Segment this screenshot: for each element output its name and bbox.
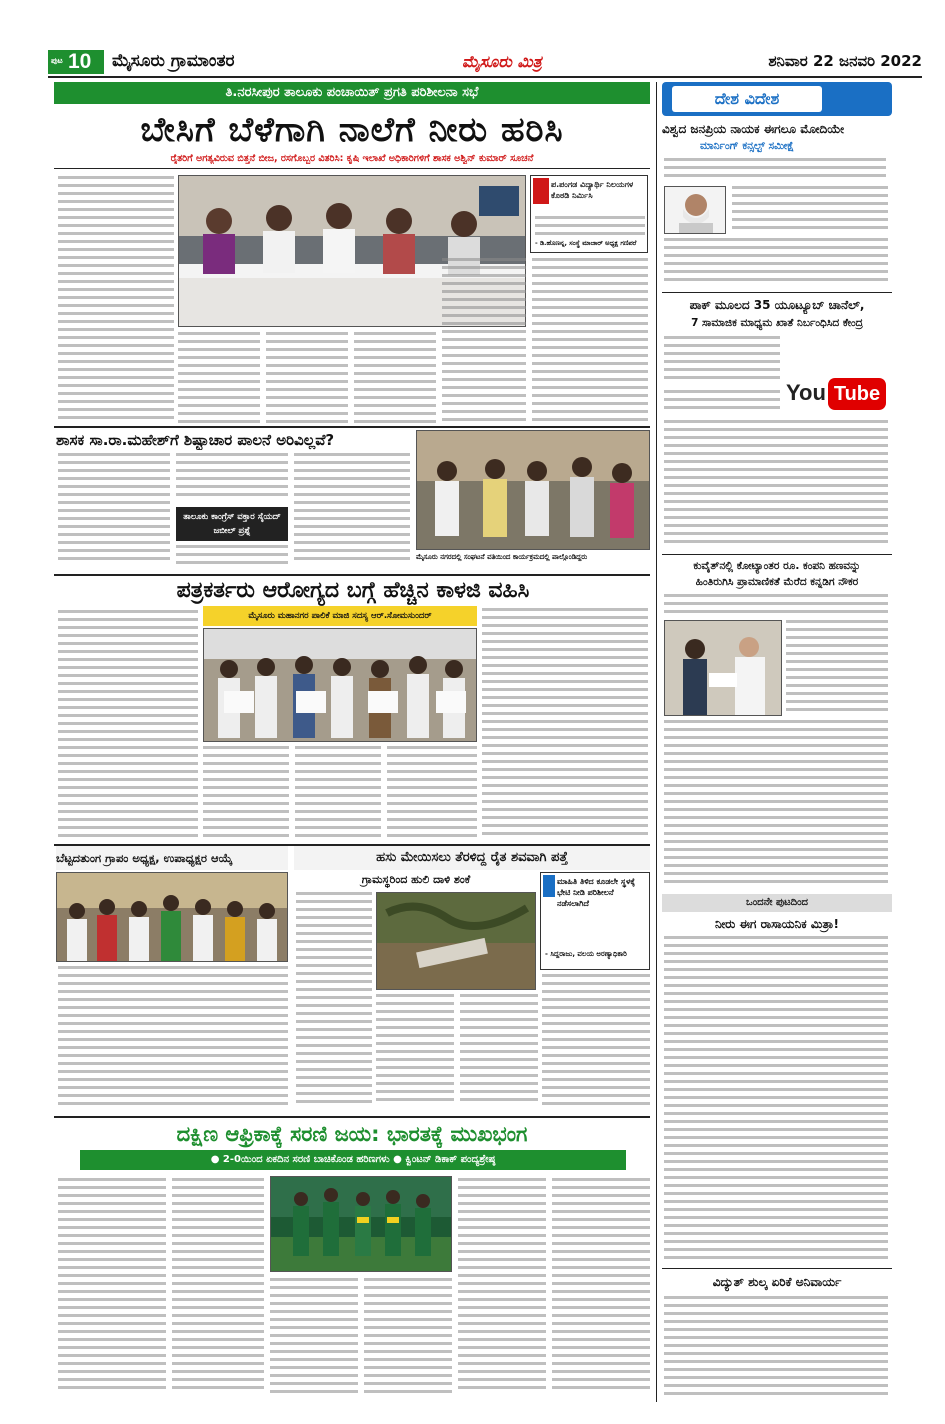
right-story5-headline: ವಿದ್ಯುತ್ ಶುಲ್ಕ ಏರಿಕೆ ಅನಿವಾರ್ಯ [712, 1275, 842, 1289]
story5-box-number [543, 875, 555, 897]
sports-body-col2 [172, 1178, 264, 1398]
story2-caption: ಮೈಸೂರು ನಗರದಲ್ಲಿ ಸಂಘಟನೆ ವತಿಯಿಂದ ಕಾರ್ಯಕ್ರಮದಲ್ಲಿ ಪಾಲ್ಗೊಂಡಿದ್ದರು [416, 553, 588, 561]
sports-photo [270, 1176, 452, 1272]
divider [54, 168, 650, 169]
story5-body-col4 [542, 974, 650, 1110]
story5-box [540, 872, 650, 970]
right-story2-body3 [664, 420, 888, 550]
divider [662, 1268, 892, 1269]
lead-body-col3 [266, 332, 348, 424]
right-story3-body3 [664, 720, 888, 890]
right-story1-body [664, 158, 886, 184]
story5-photo [376, 892, 536, 990]
right-story1-body2 [732, 186, 888, 236]
lead-callout-box [530, 175, 648, 253]
lead-body-col5 [442, 258, 526, 424]
lead-headline: ಬೇಸಿಗೆ ಬೆಳೆಗಾಗಿ ನಾಲೆಗೆ ನೀರು ಹರಿಸಿ [140, 110, 564, 150]
story2-body-col1 [58, 453, 170, 567]
sports-body-col4 [364, 1278, 452, 1398]
continued-banner: ಒಂದನೇ ಪುಟದಿಂದ [662, 894, 892, 912]
sports-headline: ದಕ್ಷಿಣ ಆಫ್ರಿಕಾಕ್ಕೆ ಸರಣಿ ಜಯ: ಭಾರತಕ್ಕೆ ಮುಖಭಂಗ [176, 1122, 528, 1146]
right-story2-headline2: 7 ಸಾಮಾಜಿಕ ಮಾಧ್ಯಮ ಖಾತೆ ನಿರ್ಬಂಧಿಸಿದ ಕೇಂದ್ರ [691, 317, 863, 329]
story5-body-col1 [296, 892, 372, 1110]
right-story3-body [664, 594, 888, 618]
story5-kicker: ಗ್ರಾಮಸ್ಥರಿಂದ ಹುಲಿ ದಾಳಿ ಶಂಕೆ [361, 873, 471, 886]
right-story2-body [664, 336, 780, 386]
story3-body-col4 [387, 746, 477, 842]
section-name: ಮೈಸೂರು ಗ್ರಾಮಾಂತರ [112, 51, 235, 71]
youtube-you: You [786, 380, 826, 405]
sports-body-col5 [458, 1178, 546, 1398]
right-story5-body [664, 1296, 888, 1400]
story3-photo-banner: ಮೈಸೂರು ಮಹಾನಗರ ಪಾಲಿಕೆ ಮಾಜಿ ಸದಸ್ಯ ಆರ್.ಸೋಮಸುಂದರ್ [203, 606, 477, 626]
story2-body-col3 [294, 453, 410, 567]
right-story2-body2 [664, 390, 780, 418]
story2-headline: ಶಾಸಕ ಸಾ.ರಾ.ಮಹೇಶ್‌ಗೆ ಶಿಷ್ಟಾಚಾರ ಪಾಲನೆ ಅರಿವಿಲ್ಲವೆ? [56, 431, 335, 449]
youtube-logo [784, 374, 888, 414]
kuwait-photo [664, 620, 782, 716]
lead-body-col2 [178, 332, 260, 424]
right-story1-body3 [664, 238, 888, 288]
story3-body-col3 [295, 746, 381, 842]
paper-name: ಮೈಸೂರು ಮಿತ್ರ [462, 52, 542, 71]
story3-body-col1 [58, 610, 198, 842]
story2-body-col2 [176, 453, 288, 503]
story4-photo [56, 872, 288, 962]
lead-kicker: ತಿ.ನರಸೀಪುರ ತಾಲೂಕು ಪಂಚಾಯಿತ್ ಪ್ರಗತಿ ಪರಿಶೀಲನಾ ಸಭೆ [54, 82, 650, 104]
youtube-tube: Tube [828, 378, 886, 410]
right-story3-headline2: ಹಿಂತಿರುಗಿಸಿ ಪ್ರಾಮಾಣಿಕತೆ ಮೆರೆದ ಕನ್ನಡಿಗ ನೌಕರ [695, 576, 859, 588]
callout-body [535, 216, 645, 238]
story2-photo [416, 430, 650, 550]
divider [54, 426, 650, 428]
story5-headline: ಹಸು ಮೇಯಿಸಲು ತೆರಳಿದ್ದ ರೈತ ಶವವಾಗಿ ಪತ್ತೆ [294, 846, 650, 870]
divider [662, 292, 892, 293]
story3-body-col5 [482, 608, 648, 842]
callout-text: ಪ.ಪಂಗಡ ವಿದ್ಯಾರ್ಥಿ ನಿಲಯಗಳ ಕೊಠಡಿ ನಿರ್ಮಿಸಿ [551, 180, 634, 200]
right-story1-headline: ವಿಶ್ವದ ಜನಪ್ರಿಯ ನಾಯಕ ಈಗಲೂ ಮೋದಿಯೇ [662, 122, 845, 136]
masthead [48, 48, 922, 78]
story5-body-col2 [376, 994, 454, 1110]
callout-byline: - ಡಿ.ಹೊಣನ್ನ, ಸಂಸ್ಥೆ ಮಾಜಾರ್ ಅಧ್ಯಕ್ಷ ಗಣಿಪರೆ [535, 239, 637, 247]
story5-byline: - ಸಿದ್ದರಾಜು, ವಲಯ ಅರಣ್ಯಾಧಿಕಾರಿ [545, 950, 627, 958]
story3-headline: ಪತ್ರಕರ್ತರು ಆರೋಗ್ಯದ ಬಗ್ಗೆ ಹೆಚ್ಚಿನ ಕಾಳಜಿ ವಹಿಸಿ [176, 578, 530, 603]
modi-photo [664, 186, 726, 234]
right-story4-body [664, 936, 888, 1268]
lead-body-col1 [58, 176, 174, 424]
story3-photo [203, 628, 477, 742]
story2-box: ತಾಲೂಕು ಕಾಂಗ್ರೆಸ್ ವಕ್ತಾರ ಸೈಯದ್ ಜಬೀಲ್ ಪ್ರಶ್ನೆ [176, 507, 288, 541]
page-number: 10 [68, 50, 92, 73]
right-story4-headline: ನೀರು ಈಗ ರಾಸಾಯನಿಕ ಮಿತ್ರಾ! [715, 917, 839, 931]
story5-body-col3 [460, 994, 538, 1110]
divider [662, 554, 892, 555]
page-label: ಪುಟ [51, 56, 63, 65]
sports-body-col3 [270, 1278, 358, 1398]
right-story3-body2 [786, 620, 888, 718]
lead-body-col6 [532, 258, 648, 424]
story4-body [58, 966, 288, 1110]
section-title: ದೇಶ ವಿದೇಶ [672, 86, 822, 112]
story4-headline: ಬೆಟ್ಟದತುಂಗ ಗ್ರಾಪಂ ಅಧ್ಯಕ್ಷ, ಉಪಾಧ್ಯಕ್ಷರ ಆಯ್ಕೆ [56, 846, 288, 870]
right-story2-headline: ಪಾಕ್ ಮೂಲದ 35 ಯೂಟ್ಯೂಬ್ ಚಾನೆಲ್, [689, 298, 865, 312]
desha-videsha-panel [662, 82, 892, 116]
sports-body-col6 [552, 1178, 650, 1398]
issue-date: ಶನಿವಾರ 22 ಜನವರಿ 2022 [768, 52, 922, 70]
lead-subhead: ರೈತರಿಗೆ ಅಗತ್ಯವಿರುವ ಬಿತ್ತನೆ ಬೀಜ, ರಸಗೊಬ್ಬರ ವಿತರಿಸಿ: ಕೃಷಿ ಇಲಾಖೆ ಅಧಿಕಾರಿಗಳಿಗೆ ಶಾಸಕ ಅಶ್ವಿನ್ ಕುಮಾರ್ ಸೂಚನೆ [170, 153, 534, 164]
page-number-badge [48, 50, 104, 74]
story5-box-text: ಮಾಹಿತಿ ತಿಳಿದ ಕೂಡಲೇ ಸ್ಥಳಕ್ಕೆ ಭೇಟಿ ನೀಡಿ ಪರಿಶೀಲನೆ ನಡೆಸಲಾಗಿದೆ [557, 877, 635, 908]
callout-number [533, 178, 549, 204]
story3-body-col2 [203, 746, 289, 842]
right-story3-headline: ಕುವೈತ್‌ನಲ್ಲಿ ಕೋಟ್ಯಾಂತರ ರೂ. ಕಂಪನಿ ಹಣವನ್ನು [693, 560, 861, 572]
story2-body-col2b [176, 545, 288, 567]
right-story1-sub: ಮಾರ್ನಿಂಗ್ ಕನ್ಸಲ್ಟ್ ಸಮೀಕ್ಷೆ [700, 140, 794, 152]
sports-body-col1 [58, 1178, 166, 1398]
divider [54, 1116, 650, 1118]
lead-body-col4 [354, 332, 436, 424]
column-divider [656, 82, 657, 1402]
sports-subhead: ● 2-0ಯಿಂದ ಏಕದಿನ ಸರಣಿ ಬಾಚಿಕೊಂಡ ಹರಿಣಗಳು ● ಕ್ವಿಂಟನ್ ಡಿಕಾಕ್ ಪಂದ್ಯಶ್ರೇಷ್ಠ [80, 1150, 626, 1170]
